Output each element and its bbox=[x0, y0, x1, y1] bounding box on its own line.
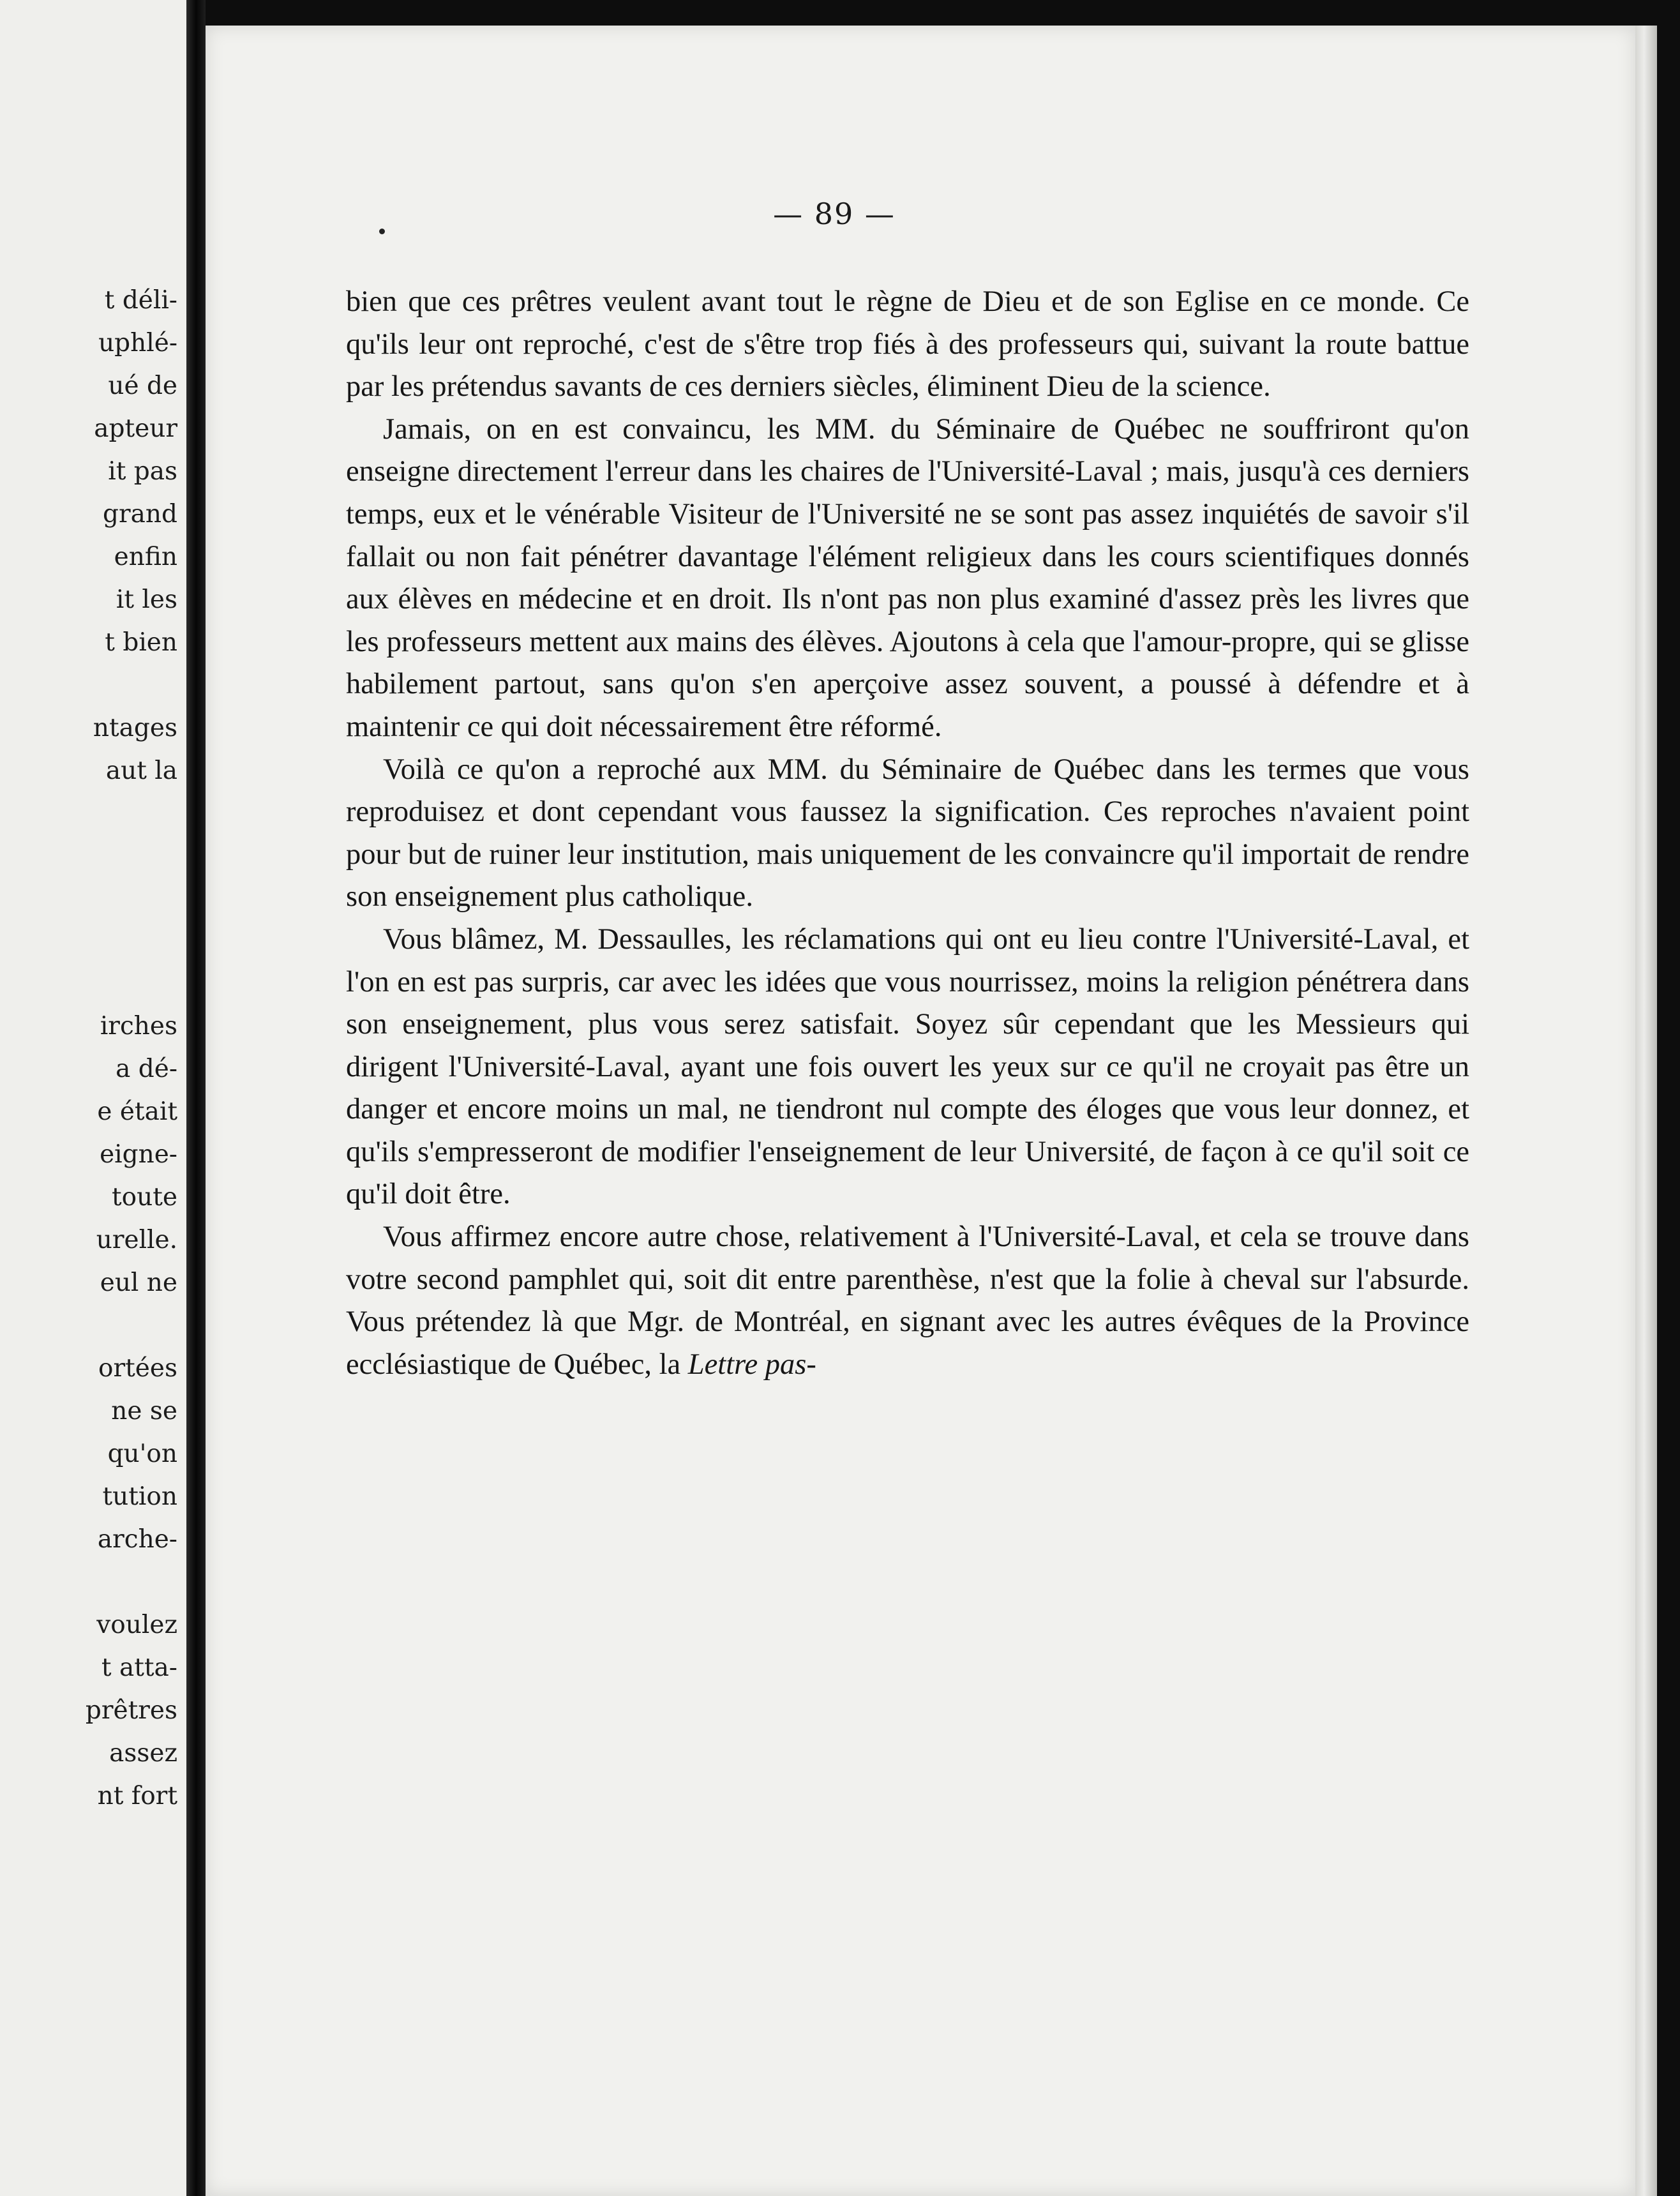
facing-line: qu'on bbox=[107, 1440, 177, 1468]
body-text bbox=[346, 281, 1469, 1386]
page-number: — 89 — bbox=[773, 197, 896, 231]
facing-line: ntages bbox=[93, 714, 177, 742]
facing-line: uphlé- bbox=[98, 329, 177, 357]
facing-line: eul ne bbox=[100, 1268, 177, 1297]
paragraph-3: Voilà ce qu'on a reproché aux MM. du Séminaire de Québec dans les termes que vous reproduisez et dont cependant vous faussez la signification. Ces reproches n'avaient point pour but de ruiner leur institution, mais uniquement de les convaincre qu'il importait de rendre son enseignement plus catholique. bbox=[346, 753, 1469, 914]
facing-line: ne se bbox=[111, 1397, 177, 1425]
facing-line: t atta- bbox=[101, 1653, 177, 1682]
facing-line: assez bbox=[109, 1739, 177, 1768]
facing-line: it les bbox=[116, 585, 177, 614]
book-gutter bbox=[186, 0, 206, 2196]
facing-line: apteur bbox=[94, 414, 177, 443]
facing-line: e était bbox=[97, 1097, 177, 1126]
facing-page-fragment bbox=[0, 0, 186, 2196]
facing-line: grand bbox=[103, 500, 177, 529]
facing-line: t déli- bbox=[104, 286, 177, 315]
paragraph-1: bien que ces prêtres veulent avant tout le règne de Dieu et de son Eglise en ce monde. Ce qu'ils leur ont reproché, c'est de s'être trop fiés à des professeurs qui, suivant la route battue par les prétendus savants de ces derniers siècles, éliminent Dieu de la science. bbox=[346, 285, 1469, 403]
facing-line: ué de bbox=[108, 372, 177, 400]
facing-line: arche- bbox=[97, 1525, 177, 1554]
facing-line: prêtres bbox=[85, 1696, 177, 1725]
paragraph-5-italic-tail: Lettre pas- bbox=[687, 1348, 816, 1381]
facing-line: enfin bbox=[114, 543, 177, 571]
facing-line: irches bbox=[100, 1012, 177, 1041]
page-89 bbox=[206, 26, 1635, 2196]
facing-line: nt fort bbox=[97, 1782, 177, 1810]
facing-line: a dé- bbox=[116, 1055, 177, 1083]
facing-line: ortées bbox=[98, 1354, 177, 1383]
facing-line: tution bbox=[102, 1482, 177, 1511]
facing-line: voulez bbox=[96, 1611, 177, 1639]
paragraph-5 bbox=[346, 1216, 1469, 1386]
paragraph-4: Vous blâmez, M. Dessaulles, les réclamations qui ont eu lieu contre l'Université-Laval, et l'on en est pas surpris, car avec les idées que vous nourrissez, moins la religion pénétrera dans son enseignement, plus vous serez satisfait. Soyez sûr cependant que les Messieurs qui dirigent l'Université-Laval, ayant une fois ouvert les yeux sur ce qu'il ne croyait pas être un danger et encore moins un mal, ne tiendront nul compte des éloges que vous leur donnez, et qu'ils s'empresseront de modifier l'enseignement de leur Université, de façon à ce qu'il soit ce qu'il doit être. bbox=[346, 922, 1469, 1211]
paragraph-2: Jamais, on en est convaincu, les MM. du Séminaire de Québec ne souffriront qu'on enseigne directement l'erreur dans les chaires de l'Université-Laval ; mais, jusqu'à ces derniers temps, eux et le vénérable Visiteur de l'Université ne se sont pas assez inquiétés de savoir s'il fallait ou non fait pénétrer davantage l'élément religieux dans les cours scientifiques donnés aux élèves en médecine et en droit. Ils n'ont pas non plus examiné d'assez près les livres que les professeurs mettent aux mains des élèves. Ajoutons à cela que l'amour-propre, qui se glisse habilement partout, sans qu'on s'en aperçoive assez souvent, a poussé à défendre et à maintenir ce qui doit nécessairement être réformé. bbox=[346, 412, 1469, 743]
facing-line: t bien bbox=[105, 628, 177, 657]
facing-line: urelle. bbox=[96, 1226, 177, 1254]
facing-line: eigne- bbox=[100, 1140, 177, 1169]
paragraph-5-text: Vous affirmez encore autre chose, relativement à l'Université-Laval, et cela se trouve dans votre second pamphlet qui, soit dit entre parenthèse, n'est que la folie à cheval sur l'absurde. Vous prétendez là que Mgr. de Montréal, en signant avec les autres évêques de la Province ecclésiastique de Québec, la bbox=[346, 1221, 1469, 1381]
page-edge-shadow bbox=[1635, 26, 1657, 2196]
facing-line: aut la bbox=[105, 756, 177, 785]
facing-line: toute bbox=[111, 1183, 177, 1212]
facing-line: it pas bbox=[108, 457, 177, 486]
